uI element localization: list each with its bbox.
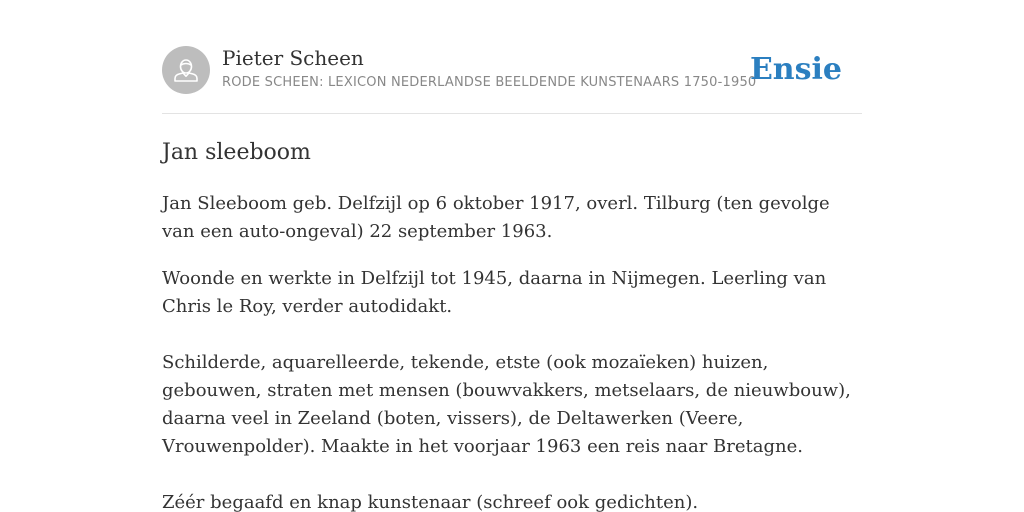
article-body — [162, 190, 862, 512]
author-name[interactable]: Pieter Scheen — [222, 46, 364, 70]
user-icon — [162, 46, 210, 94]
brand-logo[interactable]: Ensie — [749, 52, 842, 87]
source-title[interactable]: RODE SCHEEN: LEXICON NEDERLANDSE BEELDENDE KUNSTENAARS 1750-1950 — [222, 75, 757, 90]
avatar[interactable] — [162, 46, 210, 94]
article-paragraph: Woonde en werkte in Delfzijl tot 1945, daarna in Nijmegen. Leerling van Chris le Roy, verder autodidakt. Schilderde, aquarelleerde, tekende, etste (ook mozaïeken) huizen, gebouwen, straten met mensen (bouwvakkers, metselaars, de nieuwbouw), daarna veel in Zeeland (boten, vissers), de Deltawerken (Veere, Vrouwenpolder). Maakte in het voorjaar 1963 een reis naar Bretagne. Zéér begaafd en knap kunstenaar (schreef ook gedichten). — [162, 268, 851, 512]
header — [162, 46, 862, 114]
article-paragraph: Jan Sleeboom geb. Delfzijl op 6 oktober 1917, overl. Tilburg (ten gevolge van een auto-ongeval) 22 september 1963. — [162, 193, 830, 242]
article-title: Jan sleeboom — [162, 140, 311, 165]
